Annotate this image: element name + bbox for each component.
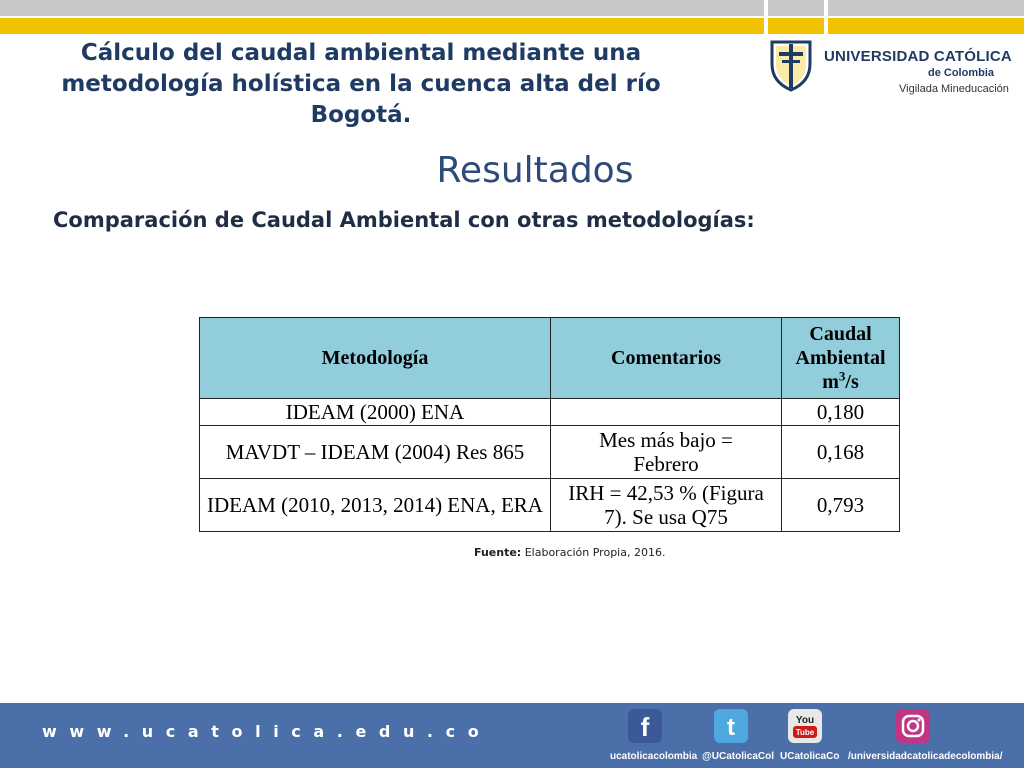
cell-metodologia: IDEAM (2000) ENA (200, 399, 551, 426)
top-grey-stripe (0, 0, 1024, 16)
university-subline: de Colombia (928, 67, 995, 79)
social-label: @UCatolicaCol (702, 751, 774, 762)
instagram-icon[interactable] (896, 709, 930, 743)
header-caudal: Caudal Ambiental $m^3/s$ (782, 318, 900, 399)
svg-text:t: t (727, 714, 735, 741)
stripe-divider (824, 0, 828, 34)
header-comentarios: Comentarios (551, 318, 782, 399)
source-note: Fuente: Elaboración Propia, 2016. (474, 546, 666, 559)
svg-text:f: f (640, 712, 650, 742)
table-row (200, 479, 900, 532)
cell-comentarios (551, 399, 782, 426)
university-logo (768, 38, 1012, 98)
stripe-divider (764, 0, 768, 34)
cell-metodologia: MAVDT – IDEAM (2004) Res 865 (200, 426, 551, 479)
table-header-row (200, 318, 900, 399)
cell-metodologia: IDEAM (2010, 2013, 2014) ENA, ERA (200, 479, 551, 532)
cell-comentarios: IRH = 42,53 % (Figura 7). Se usa Q75 (551, 479, 782, 532)
university-name: UNIVERSIDAD CATÓLICA (824, 48, 1012, 65)
website-link[interactable]: www.ucatolica.edu.co (42, 722, 492, 741)
youtube-icon[interactable] (788, 709, 822, 743)
svg-text:You: You (795, 715, 815, 726)
presentation-title: Cálculo del caudal ambiental mediante una metodología holística en la cuenca alta del río Bogotá. (61, 40, 661, 128)
table-row (200, 426, 900, 479)
cell-comentarios: Mes más bajo = Febrero (551, 426, 782, 479)
table-row (200, 399, 900, 426)
header-metodologia: Metodología (200, 318, 551, 399)
social-label: ucatolicacolombia (610, 751, 698, 762)
section-title: Resultados (436, 150, 634, 191)
top-decorative-bar (0, 0, 1024, 34)
facebook-icon[interactable] (628, 709, 662, 743)
university-tagline: Vigilada Mineducación (899, 83, 1009, 95)
top-yellow-stripe (0, 18, 1024, 34)
university-crest-icon (768, 38, 814, 92)
footer-bar (0, 703, 1024, 768)
social-label: UCatolicaCo (780, 751, 840, 762)
comparison-table (199, 317, 900, 532)
cell-caudal: 0,168 (782, 426, 900, 479)
twitter-icon[interactable] (714, 709, 748, 743)
cell-caudal: 0,180 (782, 399, 900, 426)
cell-caudal: 0,793 (782, 479, 900, 532)
social-label: /universidadcatolicadecolombia/ (848, 751, 1003, 762)
svg-text:Tube: Tube (795, 728, 815, 737)
slide-subtitle: Comparación de Caudal Ambiental con otras metodologías: (53, 208, 755, 232)
